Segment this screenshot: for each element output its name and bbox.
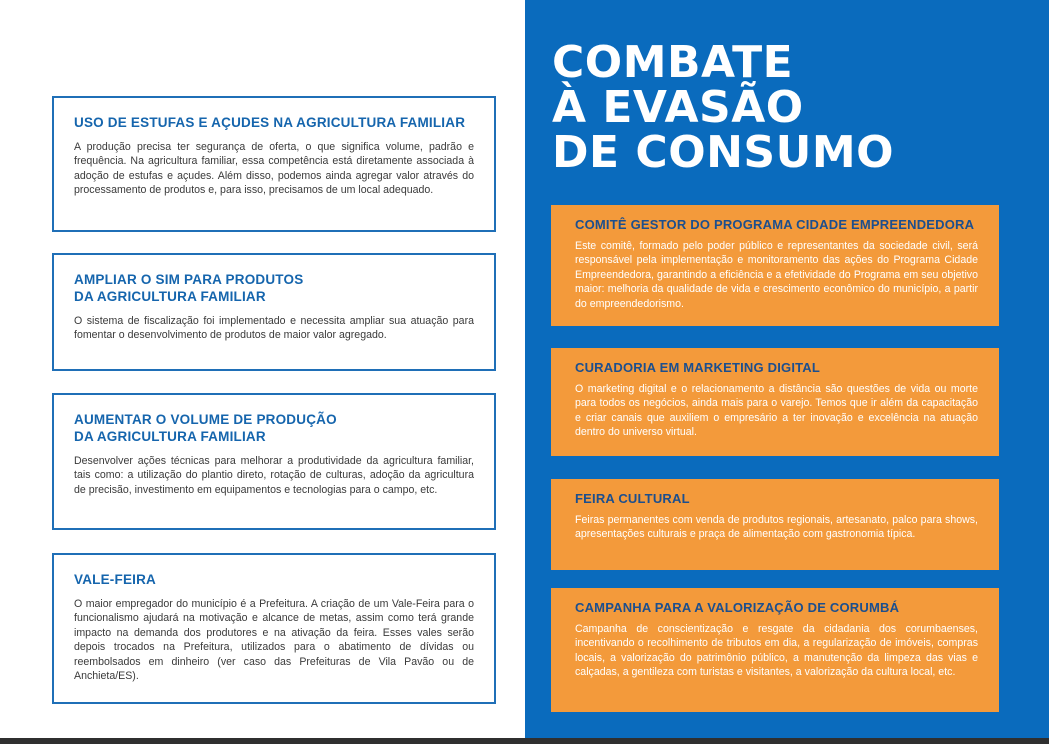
box-curadoria-marketing	[551, 348, 999, 456]
page-title	[552, 37, 895, 178]
box-vale-feira	[52, 553, 496, 704]
box-title: COMITÊ GESTOR DO PROGRAMA CIDADE EMPREENDEDORA	[575, 217, 975, 232]
box-feira-cultural	[551, 479, 999, 570]
bottom-rule	[0, 738, 1049, 744]
box-body: A produção precisa ter segurança de oferta, o que significa volume, padrão e frequência. Na agricultura familiar, essa competência está diretamente associada à adoção de estufas e açudes. Além disso, podemos ainda agregar valor através do processamento de produtos e, para isso, precisamos de um local adequado.	[74, 141, 474, 197]
box-body: Campanha de conscientização e resgate da cidadania dos corumbaenses, incentivando o recolhimento de tributos em dia, a regularização de imóveis, compras locais, a valorização do patrimônio público, a manutenção da limpeza das vias e calçadas, a gentileza com turistas e visitantes, a valorização da cultura local, etc.	[575, 623, 978, 679]
box-title: CURADORIA EM MARKETING DIGITAL	[575, 360, 821, 375]
title-line: À EVASÃO	[552, 82, 804, 133]
box-body: Desenvolver ações técnicas para melhorar a produtividade da agricultura familiar, tais como: a utilização do plantio direto, rotação de culturas, adoção da agricultura de precisão, investimento em equipamentos e tecnologias para o campo, etc.	[74, 455, 474, 496]
box-title: VALE-FEIRA	[74, 572, 156, 587]
box-title: AMPLIAR O SIM PARA PRODUTOS DA AGRICULTURA FAMILIAR	[74, 272, 304, 304]
box-comite-gestor	[551, 205, 999, 326]
box-title: FEIRA CULTURAL	[575, 491, 690, 506]
title-line: COMBATE	[552, 37, 794, 88]
title-line: DE CONSUMO	[552, 127, 895, 178]
box-body: Feiras permanentes com venda de produtos regionais, artesanato, palco para shows, apresentações culturais e praça de alimentação com gastronomia típica.	[575, 514, 978, 541]
box-body: O sistema de fiscalização foi implementado e necessita ampliar sua atuação para fomentar o desenvolvimento de produtos de maior valor agregado.	[74, 315, 474, 342]
box-title: USO DE ESTUFAS E AÇUDES NA AGRICULTURA FAMILIAR	[74, 115, 466, 130]
box-ampliar-sim	[52, 253, 496, 371]
box-body: Este comitê, formado pelo poder público e representantes da sociedade civil, será responsável pela implementação e monitoramento das ações do Programa Cidade Empreendedora, garantindo a eficiência e a efetividade do Programa em seu objetivo maior: melhoria da qualidade de vida e crescimento econômico do município, a partir do empreendedorismo.	[575, 240, 978, 310]
box-title: CAMPANHA PARA A VALORIZAÇÃO DE CORUMBÁ	[575, 600, 900, 615]
box-body: O maior empregador do município é a Prefeitura. A criação de um Vale-Feira para o funcionalismo ajudará na motivação e alcance de metas, assim como terá grande impacto na demanda dos produtores e na ativação da feira. Esses vales serão depois trocados na Prefeitura, utilizados para o abatimento de dívidas ou reembolsados em dinheiro (ver caso das Prefeituras de Vila Pavão ou de Anchieta/ES).	[74, 598, 474, 683]
box-estufas-acudes	[52, 96, 496, 232]
box-body: O marketing digital e o relacionamento a distância são questões de vida ou morte para todos os negócios, ainda mais para o varejo. Temos que ir além da capacitação e criar canais que auxiliem o empresário a ter inovação e excelência na atuação dentro do universo virtual.	[575, 383, 978, 439]
box-title: AUMENTAR O VOLUME DE PRODUÇÃO DA AGRICULTURA FAMILIAR	[74, 412, 337, 444]
box-campanha-corumba	[551, 588, 999, 712]
box-aumentar-volume	[52, 393, 496, 530]
